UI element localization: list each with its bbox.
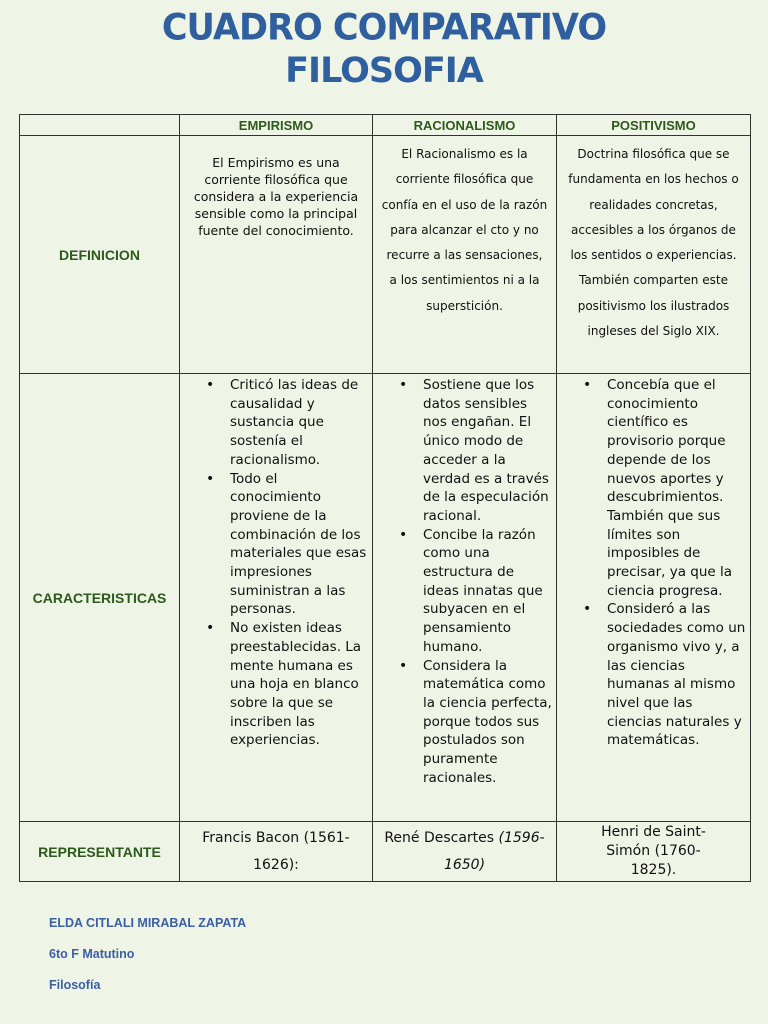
caracteristicas-positivismo-list — [557, 374, 750, 750]
representante-empirismo: Francis Bacon (1561-1626): — [180, 822, 373, 882]
row-definicion — [20, 136, 751, 374]
representante-racionalismo — [373, 822, 557, 882]
caracteristicas-empirismo-list — [180, 374, 372, 750]
caracteristicas-empirismo-cell — [180, 374, 373, 822]
row-representante — [20, 822, 751, 882]
definicion-racionalismo-cell — [373, 136, 557, 374]
definicion-racionalismo-text: El Racionalismo es la corriente filosófica que confía en el uso de la razón para alcanzar el cto y no recurre a las sensaciones, a los sentimientos ni a la superstición. — [381, 147, 548, 313]
list-item: • Considera la matemática como la ciencia perfecta, porque todos sus postulados son puramente racionales. — [423, 657, 552, 788]
row-header-definicion: DEFINICION — [20, 136, 180, 374]
list-item: • Concibe la razón como una estructura de ideas innatas que subyacen en el pensamiento humano. — [423, 526, 552, 657]
corner-cell — [20, 115, 180, 136]
list-item: • Consideró a las sociedades como un organismo vivo y, a las ciencias humanas al mismo nivel que las ciencias naturales y matemáticas. — [607, 600, 746, 750]
representante-positivismo-text: Henri de Saint-Simón (1760- 1825). — [601, 824, 706, 878]
definicion-positivismo-cell — [557, 136, 751, 374]
list-item: • Concebía que el conocimiento científico es provisorio porque depende de los nuevos aportes y descubrimientos. También que sus límites son imposibles de precisar, ya que la ciencia progresa. — [607, 376, 746, 600]
column-header-racionalismo: RACIONALISMO — [373, 115, 557, 136]
column-header-empirismo: EMPIRISMO — [180, 115, 373, 136]
list-item: • No existen ideas preestablecidas. La mente humana es una hoja en blanco sobre la que se inscriben las experiencias. — [230, 619, 368, 750]
caracteristicas-racionalismo-list — [373, 374, 556, 787]
list-item: • Criticó las ideas de causalidad y sustancia que sostenía el racionalismo. — [230, 376, 368, 470]
definicion-empirismo-text: El Empirismo es una corriente filosófica que considera a la experiencia sensible como la principal fuente del conocimiento. — [193, 155, 359, 238]
row-header-caracteristicas: CARACTERISTICAS — [20, 374, 180, 822]
representante-racionalismo-dates: (1596-1650) — [443, 829, 545, 873]
definicion-empirismo-cell — [180, 136, 373, 374]
author-name: ELDA CITLALI MIRABAL ZAPATA — [49, 916, 247, 930]
representante-racionalismo-name: René Descartes — [384, 829, 495, 846]
row-header-representante: REPRESENTANTE — [20, 822, 180, 882]
title-line-1: CUADRO COMPARATIVO — [161, 7, 607, 50]
representante-positivismo — [557, 822, 751, 882]
caracteristicas-positivismo-cell — [557, 374, 751, 822]
list-item: • Todo el conocimiento proviene de la combinación de los materiales que esas impresiones suministran a las personas. — [230, 470, 368, 620]
list-item: • Sostiene que los datos sensibles nos engañan. El único modo de acceder a la verdad es a través de la especulación racional. — [423, 376, 552, 526]
header-row — [20, 115, 751, 136]
group-label: 6to F Matutino — [49, 947, 135, 961]
caracteristicas-racionalismo-cell — [373, 374, 557, 822]
column-header-positivismo: POSITIVISMO — [557, 115, 751, 136]
title-line-2: FILOSOFIA — [285, 51, 483, 91]
comparison-table — [19, 114, 751, 882]
definicion-positivismo-text: Doctrina filosófica que se fundamenta en los hechos o realidades concretas, accesibles a los órganos de los sentidos o experiencias. También comparten este positivismo los ilustrados ingleses del Siglo XIX. — [568, 147, 739, 339]
page-title — [0, 6, 768, 92]
subject-label: Filosofía — [49, 978, 101, 992]
row-caracteristicas — [20, 374, 751, 822]
